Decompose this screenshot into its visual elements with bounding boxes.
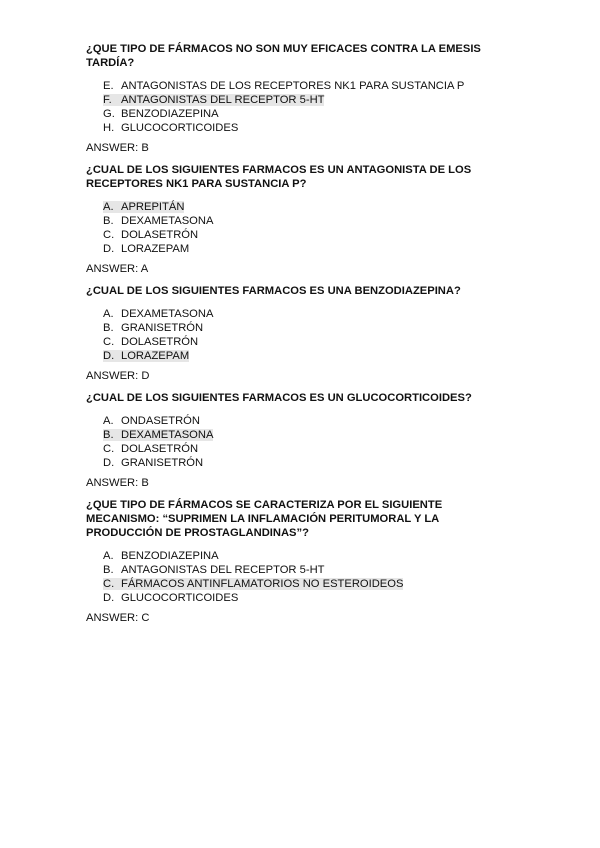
option-highlight <box>103 108 219 120</box>
option-letter: A. <box>103 308 114 320</box>
option-text: BENZODIAZEPINA <box>121 108 219 120</box>
option-text: APREPITÁN <box>121 201 185 213</box>
option-item <box>103 307 516 321</box>
option-highlight <box>103 415 200 427</box>
question-text: ¿QUE TIPO DE FÁRMACOS SE CARACTERIZA POR EL SIGUIENTE MECANISMO: “SUPRIMEN LA INFLAMACIÓN PERITUMORAL Y LA PRODUCCIÓN DE PROSTAGLANDINAS”? <box>86 499 443 539</box>
option-highlight <box>103 215 213 227</box>
option-item <box>103 456 516 470</box>
option-letter: A. <box>103 415 114 427</box>
question-text: ¿CUAL DE LOS SIGUIENTES FARMACOS ES UN GLUCOCORTICOIDES? <box>86 392 472 404</box>
answer-line: ANSWER: C <box>86 612 150 624</box>
option-letter: D. <box>103 243 115 255</box>
option-item <box>103 242 516 256</box>
option-highlight <box>103 243 189 255</box>
option-highlight <box>103 457 203 469</box>
option-text: DOLASETRÓN <box>121 443 199 455</box>
option-item-highlighted <box>103 200 516 214</box>
option-text: LORAZEPAM <box>121 350 190 362</box>
question-block <box>86 284 516 383</box>
option-text: ANTAGONISTAS DE LOS RECEPTORES NK1 PARA SUSTANCIA P <box>121 80 465 92</box>
option-highlight <box>103 429 213 441</box>
option-highlight <box>103 336 198 348</box>
option-highlight <box>103 322 203 334</box>
option-letter: C. <box>103 578 115 590</box>
option-text: DEXAMETASONA <box>121 215 214 227</box>
option-item <box>103 414 516 428</box>
option-letter: C. <box>103 443 115 455</box>
option-letter: A. <box>103 550 114 562</box>
question-text: ¿CUAL DE LOS SIGUIENTES FARMACOS ES UNA BENZODIAZEPINA? <box>86 285 461 297</box>
option-letter: G. <box>103 108 115 120</box>
option-letter: A. <box>103 201 114 213</box>
option-text: ONDASETRÓN <box>121 415 200 427</box>
option-text: FÁRMACOS ANTINFLAMATORIOS NO ESTEROIDEOS <box>121 578 404 590</box>
option-text: DOLASETRÓN <box>121 229 199 241</box>
option-item <box>103 107 516 121</box>
option-text: ANTAGONISTAS DEL RECEPTOR 5-HT <box>121 564 325 576</box>
option-highlight <box>103 578 403 590</box>
option-text: DEXAMETASONA <box>121 308 214 320</box>
option-item <box>103 549 516 563</box>
option-text: DEXAMETASONA <box>121 429 214 441</box>
option-text: GRANISETRÓN <box>121 457 204 469</box>
option-item-highlighted <box>103 93 516 107</box>
option-highlight <box>103 308 213 320</box>
option-letter: E. <box>103 80 114 92</box>
option-text: LORAZEPAM <box>121 243 190 255</box>
question-block <box>86 163 516 276</box>
answer-line: ANSWER: B <box>86 142 149 154</box>
option-letter: B. <box>103 429 114 441</box>
option-highlight <box>103 443 198 455</box>
option-item <box>103 591 516 605</box>
option-text: GLUCOCORTICOIDES <box>121 592 239 604</box>
option-highlight <box>103 94 324 106</box>
options-list <box>103 414 516 470</box>
option-text: ANTAGONISTAS DEL RECEPTOR 5-HT <box>121 94 325 106</box>
option-item <box>103 228 516 242</box>
question-block <box>86 498 516 625</box>
question-text: ¿QUE TIPO DE FÁRMACOS NO SON MUY EFICACES CONTRA LA EMESIS TARDÍA? <box>86 43 481 69</box>
option-highlight <box>103 350 189 362</box>
question-text: ¿CUAL DE LOS SIGUIENTES FARMACOS ES UN ANTAGONISTA DE LOS RECEPTORES NK1 PARA SUSTANCIA P? <box>86 164 472 190</box>
option-item-highlighted <box>103 428 516 442</box>
option-item <box>103 335 516 349</box>
option-highlight <box>103 564 324 576</box>
option-item <box>103 79 516 93</box>
options-list <box>103 549 516 605</box>
option-text: GRANISETRÓN <box>121 322 204 334</box>
option-highlight <box>103 122 238 134</box>
option-text: GLUCOCORTICOIDES <box>121 122 239 134</box>
option-letter: D. <box>103 592 115 604</box>
option-item <box>103 442 516 456</box>
option-highlight <box>103 201 184 213</box>
option-item <box>103 121 516 135</box>
option-letter: F. <box>103 94 112 106</box>
option-letter: C. <box>103 229 115 241</box>
option-item-highlighted <box>103 577 516 591</box>
option-letter: B. <box>103 215 114 227</box>
option-item <box>103 321 516 335</box>
option-letter: D. <box>103 457 115 469</box>
answer-line: ANSWER: D <box>86 370 150 382</box>
option-highlight <box>103 80 464 92</box>
option-letter: D. <box>103 350 115 362</box>
options-list <box>103 200 516 256</box>
option-highlight <box>103 550 219 562</box>
question-block <box>86 391 516 490</box>
option-text: BENZODIAZEPINA <box>121 550 219 562</box>
question-block <box>86 42 516 155</box>
option-item-highlighted <box>103 349 516 363</box>
option-letter: B. <box>103 564 114 576</box>
answer-line: ANSWER: B <box>86 477 149 489</box>
option-letter: H. <box>103 122 115 134</box>
option-highlight <box>103 592 238 604</box>
answer-line: ANSWER: A <box>86 263 149 275</box>
option-letter: B. <box>103 322 114 334</box>
options-list <box>103 79 516 135</box>
option-highlight <box>103 229 198 241</box>
option-text: DOLASETRÓN <box>121 336 199 348</box>
options-list <box>103 307 516 363</box>
option-item <box>103 563 516 577</box>
option-item <box>103 214 516 228</box>
quiz-content <box>86 42 516 633</box>
option-letter: C. <box>103 336 115 348</box>
